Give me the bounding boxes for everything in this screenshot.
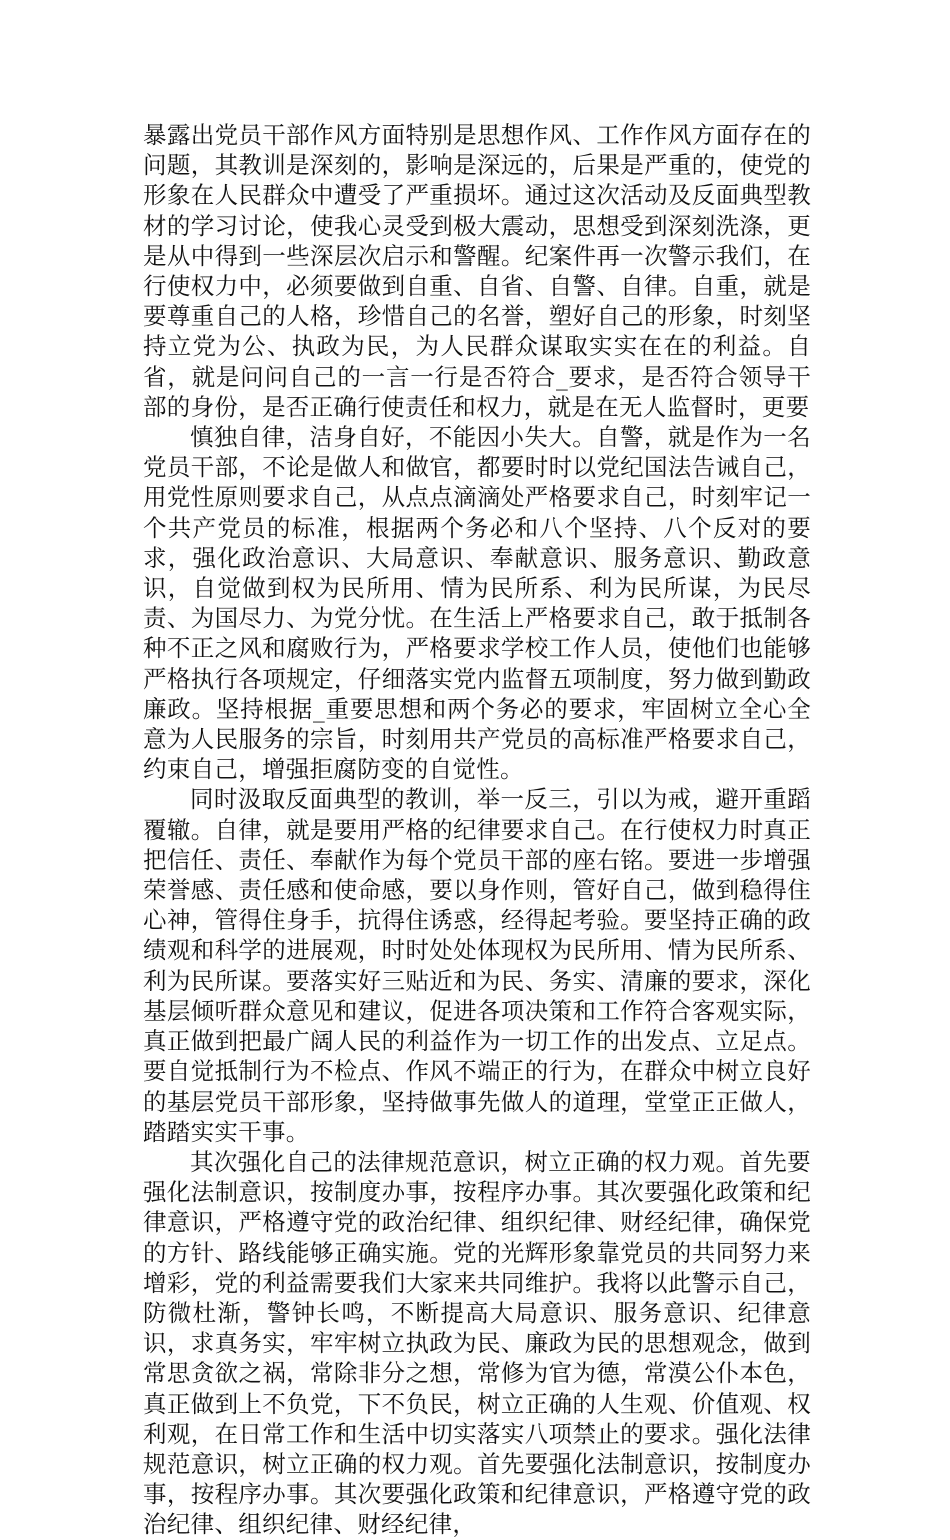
paragraph-4: 其次强化自己的法律规范意识，树立正确的权力观。首先要强化法制意识，按制度办事，按程序办事。其次要强化政策和纪律意识，严格遵守党的政治纪律、组织纪律、财经纪律，确保党的方针、路线能够正确实施。党的光辉形象靠党员的共同努力来增彩，党的利益需要我们大家来共同维护。我将以此警示自己，防微杜渐，警钟长鸣，不断提高大局意识、服务意识、纪律意识，求真务实，牢牢树立执政为民、廉政为民的思想观念，做到常思贪欲之祸，常除非分之想，常修为官为德，常漠公仆本色，真正做到上不负党，下不负民，树立正确的人生观、价值观、权利观，在日常工作和生活中切实落实八项禁止的要求。强化法律规范意识，树立正确的权力观。首先要强化法制意识，按制度办事，按程序办事。其次要强化政策和纪律意识，严格遵守党的政治纪律、组织纪律、财经纪律， bbox=[143, 1147, 811, 1539]
paragraph-3: 同时汲取反面典型的教训，举一反三，引以为戒，避开重蹈覆辙。自律，就是要用严格的纪律要求自己。在行使权力时真正把信任、责任、奉献作为每个党员干部的座右铭。要进一步增强荣誉感、责任感和使命感，要以身作则，管好自己，做到稳得住心神，管得住身手，抗得住诱惑，经得起考验。要坚持正确的政绩观和科学的进展观，时时处处体现权为民所用、情为民所系、利为民所谋。要落实好三贴近和为民、务实、清廉的要求，深化基层倾听群众意见和建议，促进各项决策和工作符合客观实际，真正做到把最广阔人民的利益作为一切工作的出发点、立足点。要自觉抵制行为不检点、作风不端正的行为，在群众中树立良好的基层党员干部形象，坚持做事先做人的道理，堂堂正正做人，踏踏实实干事。 bbox=[143, 785, 811, 1146]
paragraph-1: 暴露出党员干部作风方面特别是思想作风、工作作风方面存在的问题，其教训是深刻的，影响是深远的，后果是严重的，使党的形象在人民群众中遭受了严重损坏。通过这次活动及反面典型教材的学习讨论，使我心灵受到极大震动，思想受到深刻洗涤，更是从中得到一些深层次启示和警醒。纪案件再一次警示我们，在行使权力中，必须要做到自重、自省、自警、自律。自重，就是要尊重自己的人格，珍惜自己的名誉，塑好自己的形象，时刻坚持立党为公、执政为民，为人民群众谋取实实在在的利益。自省，就是问问自己的一言一行是否符合_要求，是否符合领导干部的身份，是否正确行使责任和权力，就是在无人监督时，更要 bbox=[143, 121, 811, 421]
document-body bbox=[143, 120, 811, 1540]
paragraph-2: 慎独自律，洁身自好，不能因小失大。自警，就是作为一名党员干部，不论是做人和做官，都要时时以党纪国法告诫自己，用党性原则要求自己，从点点滴滴处严格要求自己，时刻牢记一个共产党员的标准，根据两个务必和八个坚持、八个反对的要求，强化政治意识、大局意识、奉献意识、服务意识、勤政意识，自觉做到权为民所用、情为民所系、利为民所谋，为民尽责、为国尽力、为党分忧。在生活上严格要求自己，敢于抵制各种不正之风和腐败行为，严格要求学校工作人员，使他们也能够严格执行各项规定，仔细落实党内监督五项制度，努力做到勤政廉政。坚持根据_重要思想和两个务必的要求，牢固树立全心全意为人民服务的宗旨，时刻用共产党员的高标准严格要求自己，约束自己，增强拒腐防变的自觉性。 bbox=[143, 423, 811, 784]
